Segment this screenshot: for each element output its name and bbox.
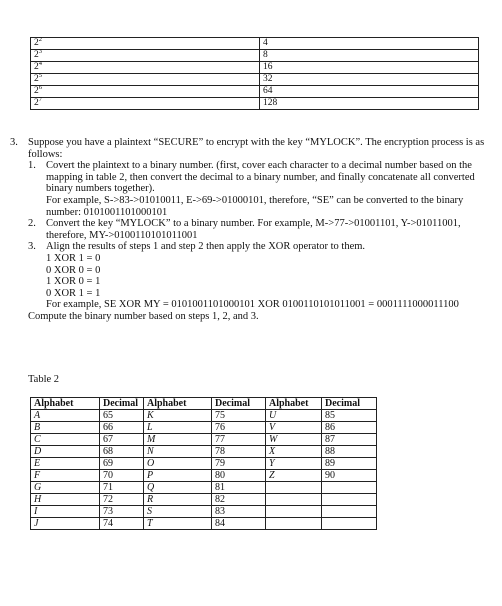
table-row	[31, 470, 377, 482]
power-base: 2	[34, 38, 39, 48]
alphabet-cell: N	[144, 446, 212, 458]
decimal-cell	[322, 494, 377, 506]
power-exponent: 4	[38, 60, 42, 67]
step-line: 0 XOR 0 = 0	[46, 264, 101, 276]
power-base: 2	[34, 98, 39, 108]
steps-list	[28, 160, 488, 311]
alphabet-cell: I	[31, 506, 100, 518]
alphabet-cell: G	[31, 482, 100, 494]
step-item	[28, 241, 488, 311]
power-base: 2	[34, 74, 39, 84]
decimal-cell	[322, 506, 377, 518]
table-header-row	[31, 398, 377, 410]
step-item	[28, 218, 488, 241]
alphabet-cell: V	[266, 422, 322, 434]
alphabet-cell	[266, 506, 322, 518]
decimal-cell: 71	[100, 482, 144, 494]
column-header: Alphabet	[31, 398, 100, 410]
alphabet-cell: F	[31, 470, 100, 482]
alphabet-cell: Y	[266, 458, 322, 470]
step-number: 2.	[28, 218, 36, 230]
alphabet-cell	[266, 518, 322, 530]
power-value: 32	[260, 74, 479, 86]
power-base: 2	[34, 50, 39, 60]
step-line: Covert the plaintext to a binary number. (first, cover each character to a decimal number based on the mapping in table 2, then convert the decimal to a binary number, and finally concatenate all converted binary numbers together).	[46, 160, 475, 195]
alphabet-cell: C	[31, 434, 100, 446]
decimal-cell: 90	[322, 470, 377, 482]
alphabet-cell: O	[144, 458, 212, 470]
power-row	[31, 74, 479, 86]
alphabet-cell: K	[144, 410, 212, 422]
decimal-cell: 70	[100, 470, 144, 482]
power-expression	[31, 86, 260, 98]
power-expression	[31, 62, 260, 74]
column-header: Decimal	[322, 398, 377, 410]
power-row	[31, 50, 479, 62]
table-row	[31, 494, 377, 506]
power-expression	[31, 50, 260, 62]
alphabet-cell: P	[144, 470, 212, 482]
alphabet-cell: Q	[144, 482, 212, 494]
decimal-cell: 66	[100, 422, 144, 434]
power-exponent: 3	[38, 48, 42, 55]
step-line: For example, SE XOR MY = 0101001101000101 XOR 0100110101011001 = 0001111000011100	[46, 299, 459, 311]
decimal-cell: 74	[100, 518, 144, 530]
power-expression	[31, 74, 260, 86]
power-value: 8	[260, 50, 479, 62]
decimal-cell: 87	[322, 434, 377, 446]
alphabet-cell: A	[31, 410, 100, 422]
alphabet-cell: T	[144, 518, 212, 530]
decimal-cell: 79	[212, 458, 266, 470]
column-header: Decimal	[212, 398, 266, 410]
decimal-cell: 68	[100, 446, 144, 458]
alphabet-cell	[266, 482, 322, 494]
column-header: Alphabet	[266, 398, 322, 410]
power-expression	[31, 38, 260, 50]
step-number: 3.	[28, 241, 36, 253]
alphabet-cell: M	[144, 434, 212, 446]
power-row	[31, 38, 479, 50]
decimal-cell: 69	[100, 458, 144, 470]
step-number: 1.	[28, 160, 36, 172]
table-caption: Table 2	[28, 374, 60, 385]
power-exponent: 5	[38, 72, 42, 79]
alphabet-cell: J	[31, 518, 100, 530]
step-line: 1 XOR 1 = 0	[46, 252, 101, 264]
alphabet-decimal-table	[30, 397, 377, 530]
step-line: 1 XOR 0 = 1	[46, 276, 101, 288]
alphabet-cell	[266, 494, 322, 506]
step-line: Align the results of steps 1 and step 2 then apply the XOR operator to them.	[46, 241, 366, 253]
question-number: 3.	[10, 137, 18, 148]
decimal-cell: 75	[212, 410, 266, 422]
decimal-cell	[322, 482, 377, 494]
decimal-cell: 77	[212, 434, 266, 446]
alphabet-cell: R	[144, 494, 212, 506]
step-line: 0 XOR 1 = 1	[46, 287, 101, 299]
decimal-cell: 65	[100, 410, 144, 422]
decimal-cell: 84	[212, 518, 266, 530]
table-row	[31, 410, 377, 422]
power-base: 2	[34, 86, 39, 96]
decimal-cell: 76	[212, 422, 266, 434]
power-exponent: 7	[38, 96, 42, 103]
decimal-cell: 83	[212, 506, 266, 518]
power-base: 2	[34, 62, 39, 72]
power-exponent: 2	[38, 36, 42, 43]
power-row	[31, 62, 479, 74]
power-value: 64	[260, 86, 479, 98]
decimal-cell: 78	[212, 446, 266, 458]
table-row	[31, 422, 377, 434]
decimal-cell: 89	[322, 458, 377, 470]
question-intro: Suppose you have a plaintext “SECURE” to encrypt with the key “MYLOCK”. The encryption process is as follows:	[28, 137, 485, 160]
power-value: 128	[260, 98, 479, 110]
decimal-cell: 80	[212, 470, 266, 482]
alphabet-cell: S	[144, 506, 212, 518]
table-row	[31, 458, 377, 470]
decimal-cell: 73	[100, 506, 144, 518]
decimal-cell: 88	[322, 446, 377, 458]
powers-of-two-table	[30, 37, 479, 110]
table-row	[31, 518, 377, 530]
decimal-cell: 85	[322, 410, 377, 422]
step-item	[28, 160, 488, 218]
power-value: 4	[260, 38, 479, 50]
power-row	[31, 98, 479, 110]
alphabet-cell: D	[31, 446, 100, 458]
alphabet-cell: E	[31, 458, 100, 470]
decimal-cell: 81	[212, 482, 266, 494]
compute-instruction: Compute the binary number based on steps 1, 2, and 3.	[28, 310, 259, 322]
power-expression	[31, 98, 260, 110]
alphabet-cell: W	[266, 434, 322, 446]
step-line: For example, S->83->01010011, E->69->01000101, therefore, “SE” can be converted to the binary number: 0101001101000101	[46, 194, 464, 218]
alphabet-cell: U	[266, 410, 322, 422]
table-row	[31, 506, 377, 518]
decimal-cell: 82	[212, 494, 266, 506]
column-header: Alphabet	[144, 398, 212, 410]
alphabet-cell: Z	[266, 470, 322, 482]
decimal-cell	[322, 518, 377, 530]
table-row	[31, 446, 377, 458]
decimal-cell: 67	[100, 434, 144, 446]
power-value: 16	[260, 62, 479, 74]
power-exponent: 6	[38, 84, 42, 91]
table-row	[31, 434, 377, 446]
alphabet-cell: X	[266, 446, 322, 458]
decimal-cell: 72	[100, 494, 144, 506]
alphabet-cell: L	[144, 422, 212, 434]
step-line: Convert the key “MYLOCK” to a binary number. For example, M->77->01001101, Y->01011001, therefore, MY->0100110101011001	[46, 218, 461, 241]
table-row	[31, 482, 377, 494]
decimal-cell: 86	[322, 422, 377, 434]
power-row	[31, 86, 479, 98]
alphabet-cell: H	[31, 494, 100, 506]
alphabet-cell: B	[31, 422, 100, 434]
question-3	[10, 137, 488, 323]
column-header: Decimal	[100, 398, 144, 410]
